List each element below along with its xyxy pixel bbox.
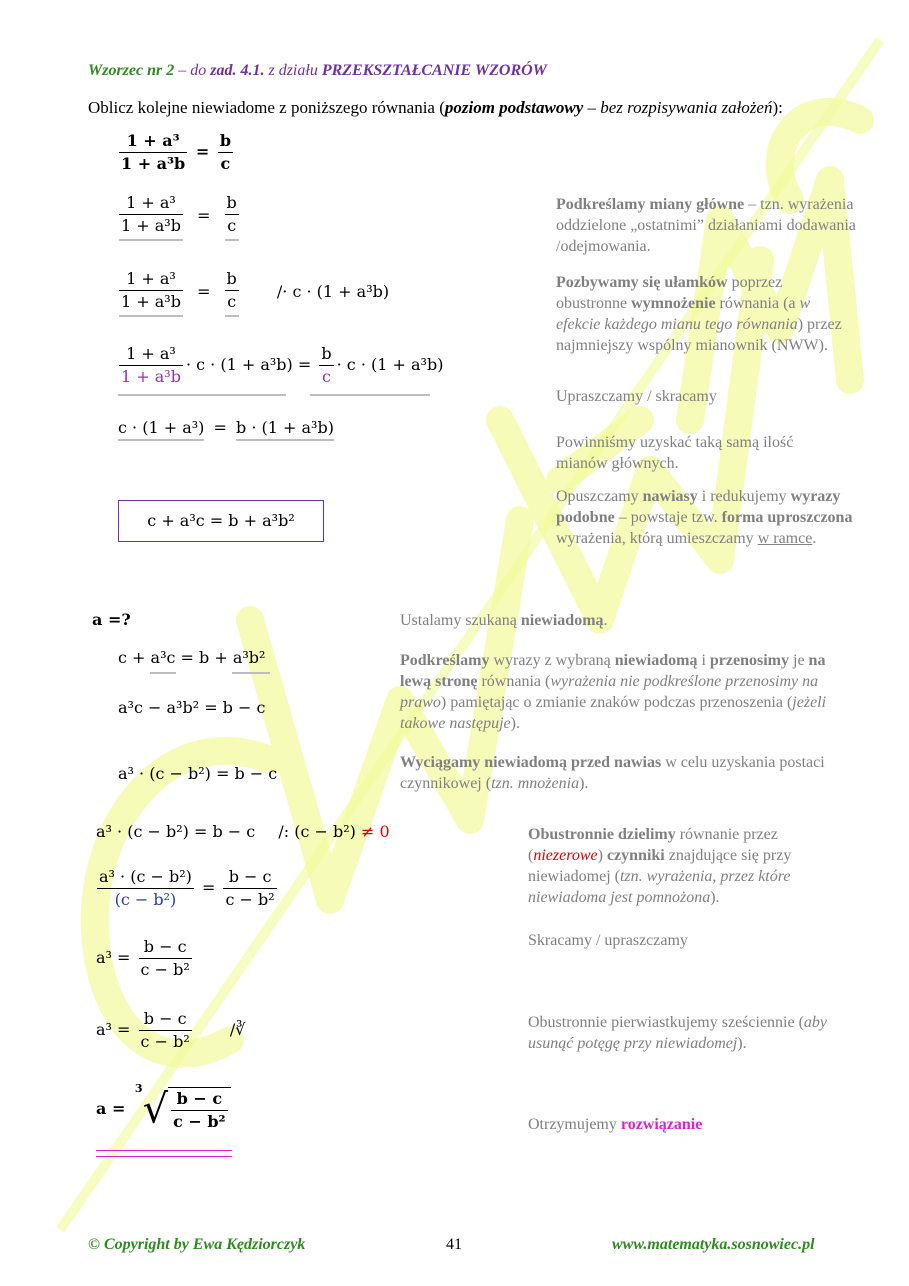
boxed-text: c + a³c = b + a³b² [147, 511, 295, 530]
note-text: – powstaje tzw. [614, 509, 722, 526]
note-text: Obustronnie pierwiastkujemy sześciennie ( [528, 1014, 804, 1031]
note-text: ). [579, 775, 589, 792]
denominator: 1 + a³b [121, 216, 181, 235]
denominator: (c − b²) [114, 890, 177, 909]
numerator: b − c [223, 866, 276, 889]
right-side: b · (1 + a³b) [236, 418, 334, 441]
note-text: znajdujące się przy niewiadomej ( [528, 847, 792, 885]
intro-italic: bez rozpisywania założeń [600, 98, 773, 117]
fraction [119, 192, 183, 241]
note-italic: aby usunąć potęgę przy niewiadomej [528, 1014, 828, 1052]
numerator: 1 + a³ [119, 343, 183, 366]
note-9 [528, 824, 848, 908]
numerator: b [225, 192, 239, 215]
note-red: niezerowe [533, 847, 598, 864]
note-4: Powinniśmy uzyskać taką samą ilość mianów głównych. [556, 434, 794, 472]
note-bold: Podkreślamy [400, 652, 490, 669]
note-italic: tzn. mnożenia [491, 775, 580, 792]
header-dash: – do [174, 62, 211, 79]
equation-4 [116, 343, 443, 388]
root-operation: /∛ [229, 1020, 246, 1039]
note-1 [556, 194, 856, 257]
lhs: a³ = [96, 948, 131, 967]
note-text: wyrazy z wybraną [489, 652, 615, 669]
footer-copyright: © Copyright by Ewa Kędziorczyk [88, 1236, 306, 1253]
note-5 [556, 486, 856, 549]
equation-11 [94, 866, 280, 911]
note-text: ) pamiętając o zmianie znaków podczas przenoszenia ( [440, 694, 793, 711]
nonzero-mark: ≠ 0 [360, 822, 390, 841]
boxed-equation [118, 500, 324, 542]
note-text: i redukujemy [697, 488, 791, 505]
note-11 [528, 1012, 848, 1054]
note-6 [400, 610, 608, 631]
note-text: – tzn. wyrażenia oddzielone „ostatnimi” działaniami dodawania /odejmowania. [556, 196, 856, 255]
fraction [97, 866, 194, 911]
note-text: . [603, 612, 608, 629]
note-text: ). [710, 889, 720, 906]
note-text: ) [597, 847, 607, 864]
note-text: równanie przez ( [528, 826, 778, 864]
fraction [119, 343, 183, 388]
double-underline [96, 1150, 232, 1157]
note-bold: Podkreślamy miany główne [556, 196, 745, 213]
fraction [171, 1088, 227, 1133]
equation-7: c + a³c = b + a³b² [118, 648, 266, 667]
header-section: PRZEKSZTAŁCANIE WZORÓW [321, 62, 547, 79]
denominator: 1 + a³b [121, 367, 181, 386]
intro-bold: poziom podstawowy [444, 98, 584, 117]
underline [118, 394, 286, 396]
note-text: równania (a [715, 295, 800, 312]
note-text: je [789, 652, 809, 669]
note-2 [556, 272, 856, 356]
note-text: ). [510, 715, 520, 732]
note-3: Upraszczamy / skracamy [556, 388, 717, 405]
note-bold: niewiadomą [520, 612, 604, 629]
numerator: b − c [139, 1008, 192, 1031]
intro-text [88, 98, 783, 118]
denominator: c − b² [140, 1032, 190, 1051]
operation: /· c · (1 + a³b) [276, 282, 390, 301]
denominator: c − b² [225, 890, 275, 909]
fraction [225, 192, 239, 241]
unknown-label: a =? [92, 610, 131, 629]
fraction [223, 866, 276, 911]
note-bold: Obustronnie dzielimy [528, 826, 676, 843]
page-header [88, 62, 547, 80]
numerator: 1 + a³ [119, 192, 183, 215]
fraction [225, 268, 239, 317]
denominator: c [322, 367, 331, 386]
note-italic: wyrażenia nie podkreślone przenosimy na prawo [400, 673, 819, 711]
note-text: i [697, 652, 710, 669]
intro-b: – [583, 98, 601, 117]
denominator: c [227, 292, 237, 311]
fraction [139, 936, 192, 981]
fraction [319, 343, 333, 388]
equation-10 [96, 822, 390, 841]
underline [310, 394, 430, 396]
note-underline: w ramce [757, 530, 813, 547]
note-italic: w efekcie każdego mianu tego równania [556, 295, 811, 333]
note-bold: forma uproszczona [721, 509, 853, 526]
equation-8: a³c − a³b² = b − c [118, 698, 266, 717]
note-text: wyrażenia, którą umieszczamy [556, 530, 758, 547]
equals: = [195, 142, 210, 161]
numerator: b − c [139, 936, 192, 959]
denominator: c − b² [173, 1111, 226, 1131]
note-8 [400, 752, 840, 794]
denominator: c [227, 216, 237, 235]
note-text: równania ( [477, 673, 551, 690]
denominator: c − b² [140, 960, 190, 979]
numerator: 1 + a³ [119, 268, 183, 291]
note-italic: tzn. wyrażenia, przez które niewiadoma jest pomnożona [528, 868, 791, 906]
equals: = [213, 418, 227, 437]
left-side: c · (1 + a³) [118, 418, 204, 441]
page-number: 41 [446, 1236, 462, 1253]
equals: = [197, 282, 211, 301]
equation-1 [116, 130, 236, 175]
note-bold: Wyciągamy niewiadomą przed nawias [400, 754, 662, 771]
lhs: a³ = [96, 1020, 131, 1039]
note-10: Skracamy / upraszczamy [528, 932, 688, 949]
note-text: Opuszczamy [556, 488, 643, 505]
denominator: 1 + a³b [121, 154, 186, 173]
radical-sign: √ [142, 1086, 169, 1133]
fraction [139, 1008, 192, 1053]
equation-12 [96, 936, 195, 981]
final-answer [96, 1082, 231, 1133]
numerator: b [225, 268, 239, 291]
footer-website[interactable]: www.matematyka.sosnowiec.pl [612, 1236, 815, 1253]
note-bold: na lewą stronę [400, 652, 826, 690]
header-prefix: Wzorzec nr 2 [88, 62, 175, 79]
numerator: b [319, 343, 333, 366]
equation-13 [96, 1008, 245, 1053]
header-from: z działu [264, 62, 322, 79]
note-bold: niewiadomą [614, 652, 698, 669]
note-bold: wyrazy podobne [556, 488, 841, 526]
note-text: Ustalamy szukaną [400, 612, 521, 629]
equation-2 [116, 192, 242, 241]
note-text: poprzez obustronne [556, 274, 783, 312]
intro-c: ): [772, 98, 783, 117]
numerator: a³ · (c − b²) [97, 866, 194, 889]
underline [232, 672, 270, 674]
numerator: 1 + a³ [119, 130, 187, 153]
equation-9: a³ · (c − b²) = b − c [118, 764, 278, 783]
expression: · c · (1 + a³b) [336, 355, 444, 374]
expression: · c · (1 + a³b) = [185, 355, 312, 374]
header-zad: zad. 4.1. [210, 62, 265, 79]
fraction [218, 130, 233, 175]
note-bold: czynniki [606, 847, 665, 864]
lhs: a = [96, 1099, 126, 1118]
fraction [119, 268, 183, 317]
denominator: 1 + a³b [121, 292, 181, 311]
denominator: c [220, 154, 231, 173]
operation: /: (c − b²) [278, 822, 356, 841]
equation-5 [118, 418, 334, 437]
note-12 [528, 1114, 848, 1135]
intro-a: Oblicz kolejne niewiadome z poniższego równania ( [88, 98, 445, 117]
equals: = [201, 878, 216, 897]
equation-3 [116, 268, 389, 317]
note-text: ). [737, 1035, 747, 1052]
note-text: . [812, 530, 817, 547]
equals: = [197, 206, 211, 225]
note-bold: przenosimy [709, 652, 789, 669]
radicand [168, 1087, 230, 1133]
numerator: b − c [171, 1088, 227, 1111]
equation-text: a³ · (c − b²) = b − c [96, 822, 256, 841]
note-7 [400, 650, 850, 734]
note-text: w celu uzyskania postaci czynnikowej ( [400, 754, 825, 792]
note-bold: nawiasy [642, 488, 698, 505]
underline [150, 672, 176, 674]
note-bold: wymnożenie [631, 295, 716, 312]
note-italic: jeżeli takowe następuje [400, 694, 827, 732]
note-text: Otrzymujemy [528, 1116, 621, 1133]
root-index: 3 [134, 1082, 143, 1095]
solution-label: rozwiązanie [620, 1116, 703, 1133]
fraction [119, 130, 187, 175]
note-bold: Pozbywamy się ułamków [556, 274, 728, 291]
numerator: b [218, 130, 233, 153]
note-text: ) przez najmniejszy wspólny mianownik (NWW). [556, 316, 842, 354]
